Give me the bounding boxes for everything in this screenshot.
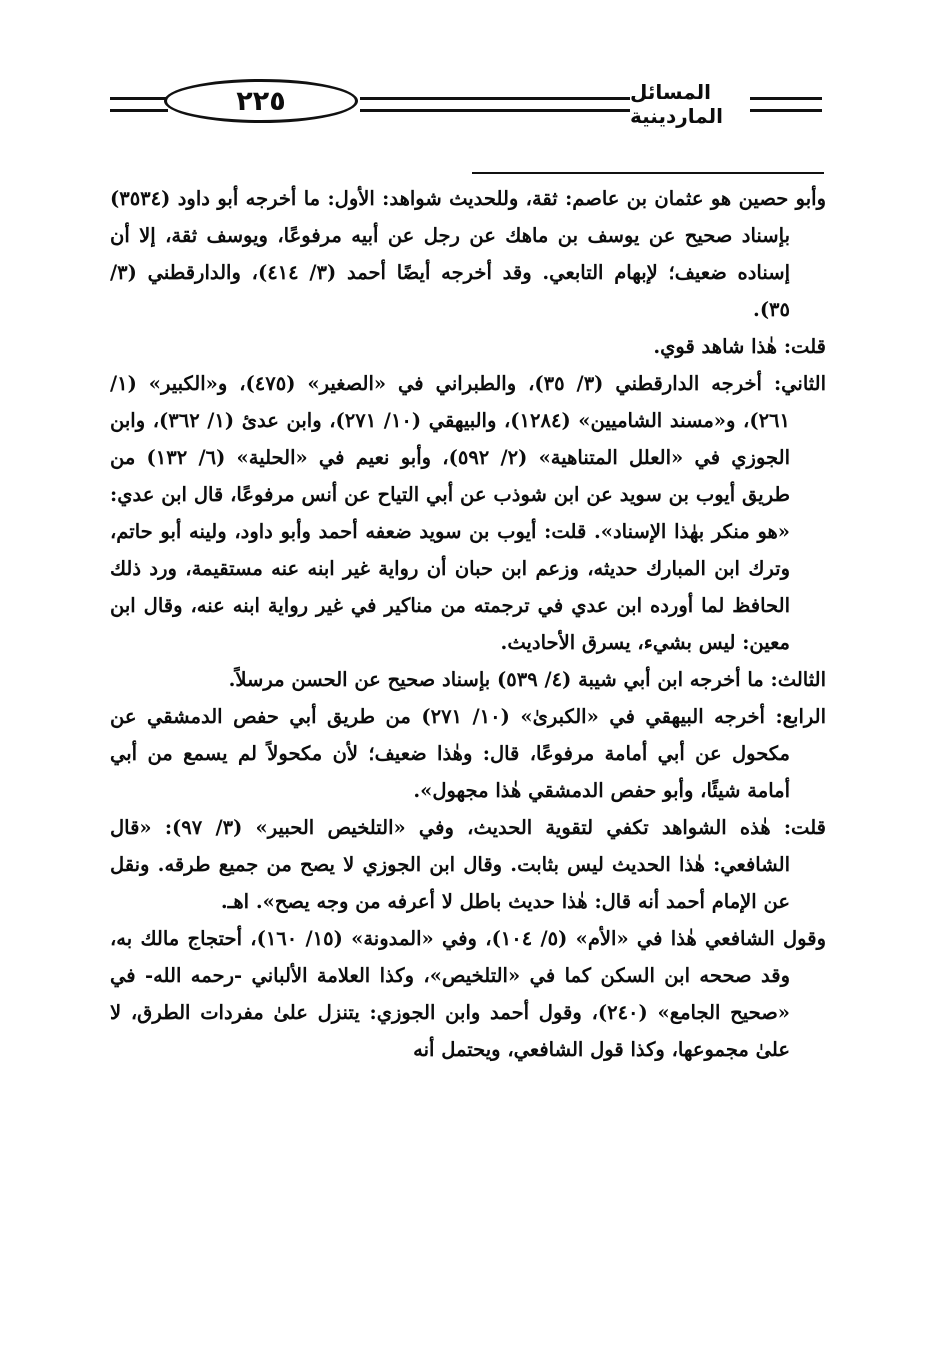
paragraph-fourth-witness: الرابع: أخرجه البيهقي في «الكبرىٰ» (١٠/ ٢٧١) من طريق أبي حفص الدمشقي عن مكحول عن أبي أمامة مرفوعًا، قال: وهٰذا ضعيف؛ لأن مكحولاً لم يسمع من أبي أمامة شيئًا، وأبو حفص الدمشقي هٰذا مجهول». — [110, 705, 826, 802]
paragraph-talkhis-quote: قلت: هٰذه الشواهد تكفي لتقوية الحديث، وفي «التلخيص الحبير» (٣/ ٩٧): «قال الشافعي: هٰذا الحديث ليس بثابت. وقال ابن الجوزي لا يصح من جميع طرقه. ونقل عن الإمام أحمد أنه قال: هٰذا حديث باطل لا أعرفه من وجه يصح». اهـ. — [110, 816, 826, 913]
page-number: ٢٢٥ — [236, 85, 286, 117]
header-rule-left — [110, 97, 168, 112]
paragraph-first-witness: وأبو حصين هو عثمان بن عاصم: ثقة، وللحديث شواهد: الأول: ما أخرجه أبو داود (٣٥٣٤) بإسناد صحيح عن يوسف بن ماهك عن رجل عن أبيه مرفوعًا، ويوسف ثقة، إلا أن إسناده ضعيف؛ لإبهام التابعي. وقد أخرجه أيضًا أحمد (٣/ ٤١٤)، والدارقطني (٣/ ٣٥). — [110, 187, 826, 321]
footnote-separator — [472, 172, 824, 174]
header-rule-right — [360, 97, 822, 112]
page-number-oval — [164, 79, 358, 123]
footnote-body — [110, 180, 826, 1068]
paragraph-note-strong-witness: قلت: هٰذا شاهد قوي. — [653, 335, 826, 358]
running-title: المسائل الماردينية — [630, 84, 750, 124]
paragraph-second-witness: الثاني: أخرجه الدارقطني (٣/ ٣٥)، والطبراني في «الصغير» (٤٧٥)، و«الكبير» (١/ ٢٦١)، و«مسند الشاميين» (١٢٨٤)، والبيهقي (١٠/ ٢٧١)، وابن عدئ (١/ ٣٦٢)، وابن الجوزي في «العلل المتناهية» (٢/ ٥٩٢)، وأبو نعيم في «الحلية» (٦/ ١٣٢) من طريق أيوب بن سويد عن ابن شوذب عن أبي التياح عن أنس مرفوعًا، قال ابن عدي: «هو منكر بهٰذا الإسناد». قلت: أيوب بن سويد ضعفه أحمد وأبو داود، ولينه أبو حاتم، وترك ابن المبارك حديثه، وزعم ابن حبان أن رواية غير ابنه عنه مستقيمة، ورد ذلك الحافظ لما أورده ابن عدي في ترجمته من مناكير في غير رواية ابنه عنه، وقال ابن معين: ليس بشيء، يسرق الأحاديث. — [110, 372, 827, 654]
paragraph-shafii-statement: وقول الشافعي هٰذا في «الأم» (٥/ ١٠٤)، وفي «المدونة» (١٥/ ١٦٠)، أحتجاج مالك به، وقد صححه ابن السكن كما في «التلخيص»، وكذا العلامة الألباني -رحمه الله- في «صحيح الجامع» (٢٤٠)، وقول أحمد وابن الجوزي: يتنزل علىٰ مفردات الطرق، لا علىٰ مجموعها، وكذا قول الشافعي، ويحتمل أنه — [110, 927, 826, 1061]
page-header — [110, 76, 822, 128]
paragraph-third-witness: الثالث: ما أخرجه ابن أبي شيبة (٤/ ٥٣٩) بإسناد صحيح عن الحسن مرسلاً. — [228, 668, 826, 691]
